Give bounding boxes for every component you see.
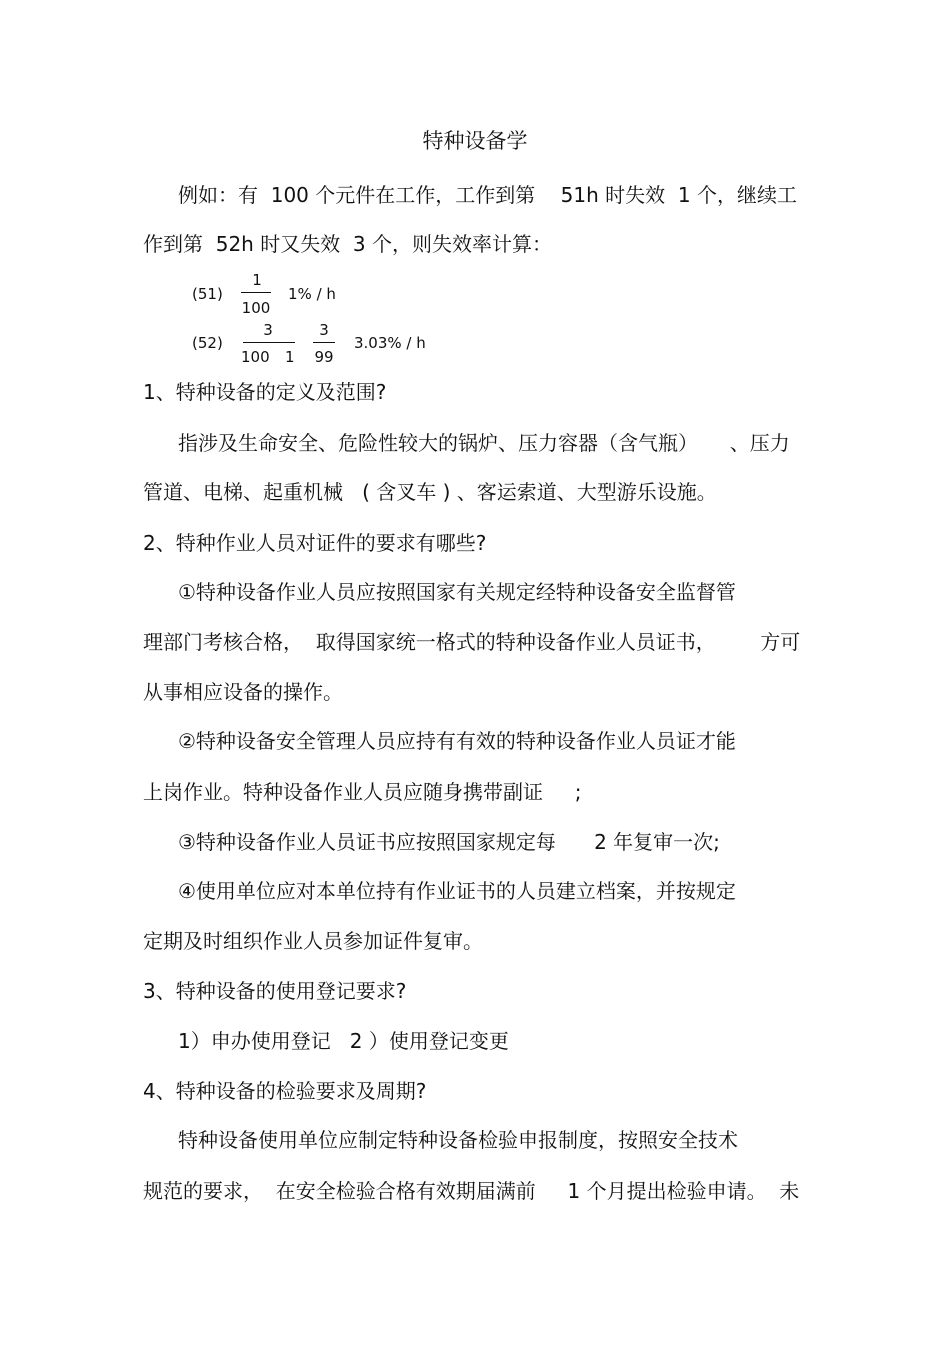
q2-p4-line-1: ④使用单位应对本单位持有作业证书的人员建立档案，并按规定 xyxy=(178,879,736,903)
q1-heading: 1、特种设备的定义及范围? xyxy=(143,380,387,404)
intro-line-1: 例如：有 100 个元件在工作，工作到第 51h 时失效 1 个，继续工 xyxy=(178,183,797,207)
q4-line-2: 规范的要求， 在安全检验合格有效期届满前 1 个月提出检验申请。 未 xyxy=(143,1179,800,1203)
formula-52-fraction-bar xyxy=(243,342,295,343)
formula-51-denominator: 100 xyxy=(241,299,271,317)
q2-p1-line-3: 从事相应设备的操作。 xyxy=(143,680,343,704)
q2-p1-line-1: ①特种设备作业人员应按照国家有关规定经特种设备安全监督管 xyxy=(178,580,736,604)
q3-heading: 3、特种设备的使用登记要求? xyxy=(143,979,407,1003)
formula-52-numerator: 3 xyxy=(263,321,273,339)
formula-52-denominator-2: 99 xyxy=(314,348,334,366)
intro-line-2: 作到第 52h 时又失效 3 个，则失效率计算： xyxy=(143,232,552,256)
q2-p1-line-2: 理部门考核合格， 取得国家统一格式的特种设备作业人员证书， 方可 xyxy=(143,630,801,654)
q2-heading: 2、特种作业人员对证件的要求有哪些? xyxy=(143,531,487,555)
formula-51-label: (51) xyxy=(192,285,223,303)
formula-52-denominator-b: 1 xyxy=(285,348,295,366)
q1-line-2: 管道、电梯、起重机械 ( 含叉车 ) 、客运索道、大型游乐设施。 xyxy=(143,480,717,504)
formula-51-result: 1% / h xyxy=(288,285,336,303)
q3-line-1: 1）申办使用登记 2 ）使用登记变更 xyxy=(178,1029,509,1053)
q4-heading: 4、特种设备的检验要求及周期? xyxy=(143,1079,427,1103)
formula-52-result: 3.03% / h xyxy=(354,334,426,352)
formula-51-fraction-bar xyxy=(241,292,271,293)
formula-52-label: (52) xyxy=(192,334,223,352)
q2-p2-line-1: ②特种设备安全管理人员应持有有效的特种设备作业人员证才能 xyxy=(178,729,736,753)
formula-52-numerator-2: 3 xyxy=(319,321,329,339)
q2-p3-line-1: ③特种设备作业人员证书应按照国家规定每 2 年复审一次; xyxy=(178,830,720,854)
formula-52-fraction-bar-2 xyxy=(313,342,335,343)
formula-52-denominator-a: 100 xyxy=(241,348,270,366)
q2-p2-line-2: 上岗作业。特种设备作业人员应随身携带副证 ; xyxy=(143,780,582,804)
document-title: 特种设备学 xyxy=(422,129,528,153)
q4-line-1: 特种设备使用单位应制定特种设备检验申报制度，按照安全技术 xyxy=(178,1128,738,1152)
q2-p4-line-2: 定期及时组织作业人员参加证件复审。 xyxy=(143,929,483,953)
formula-51-numerator: 1 xyxy=(252,271,262,289)
q1-line-1: 指涉及生命安全、危险性较大的锅炉、压力容器（含气瓶） 、压力 xyxy=(178,431,790,455)
